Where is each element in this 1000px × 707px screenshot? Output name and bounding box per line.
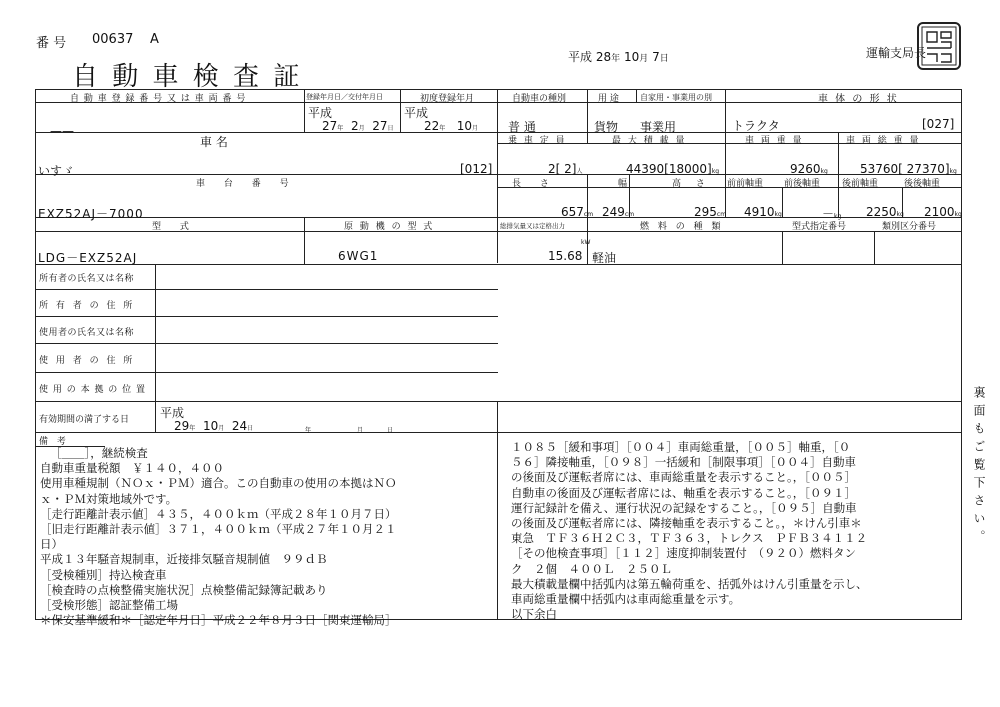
header-kind: 自動車の種別 — [512, 94, 567, 104]
first-reg-era: 平成 — [404, 106, 429, 120]
reg-no-value: —— — [50, 124, 74, 138]
expiry-date: 29年 10月 24日 — [174, 419, 254, 433]
remark-line: 以下余白 — [511, 607, 557, 622]
fuel-value: 軽油 — [592, 251, 617, 265]
remark-line: の後面及び運転者席には、車両総重量を表示すること。，［００５］ — [511, 470, 856, 485]
remark-line: 自動車の後面及び運転者席には、軸重を表示すること。，［０９１］ — [511, 485, 856, 500]
header-body-shape: 車 体 の 形 状 — [818, 94, 899, 105]
use-value: 貨物 — [594, 120, 619, 134]
remark-line: 使用車種規制（ＮＯｘ・ＰＭ）適合。この自動車の使用の本拠はＮＯ — [40, 476, 397, 491]
official-seal-icon — [917, 22, 961, 70]
number-label: 番 号 — [36, 36, 67, 51]
header-private-biz: 自家用・事業用の別 — [640, 93, 712, 102]
first-reg-date: 22年 10月 — [424, 119, 479, 133]
rr-axle-value: 2100kg — [924, 205, 962, 219]
displacement-unit: kW — [581, 239, 591, 246]
header-capacity: 乗 車 定 員 — [508, 136, 567, 146]
expiry-blank-y: 年 — [305, 427, 312, 434]
remark-line: 運行記録計を備え、運行状況の記録をすること。，［０９５］自動車 — [511, 500, 857, 515]
car-name-code: [012] — [460, 162, 493, 176]
remarks-right — [511, 440, 868, 622]
remark-line: 最大積載量欄中括弧内は第五輪荷重を、括弧外はけん引重量を示し、 — [511, 576, 868, 591]
body-shape-code: [027] — [922, 117, 955, 131]
remark-line: １０８５［緩和事項］［００４］車両総重量，［００５］軸重，［０ — [511, 440, 851, 454]
header-user-addr: 使 用 者 の 住 所 — [39, 356, 135, 366]
remark-line: ｘ・ＰＭ対策地域外です。 — [40, 491, 178, 506]
remark-line: 車両総重量欄中括弧内は車両総重量を示す。 — [511, 592, 741, 607]
vehicle-weight-value: 9260kg — [790, 162, 828, 176]
header-chassis-no: 車 台 番 号 — [196, 179, 297, 189]
remark-line: ＊保安基準緩和＊［認定年月日］平成２２年８月３日［関東運輸局］ — [40, 613, 397, 628]
fr-axle-value: －kg — [822, 207, 842, 221]
remark-line: ［受検形態］認証整備工場 — [40, 598, 178, 613]
remark-line: ［＿＿］，継続検査 — [50, 446, 148, 460]
header-fr-axle: 前後軸重 — [784, 179, 821, 189]
remark-line: ［走行距離計表示値］４３５，４００ｋｍ（平成２８年１０月７日） — [40, 506, 397, 521]
number-suffix: A — [150, 32, 159, 47]
header-remarks: 備 考 — [39, 437, 69, 447]
kind-value: 普 通 — [508, 120, 536, 134]
chassis-no-value: EXZ52AJ－7000 — [38, 207, 144, 221]
expiry-blank-m: 月 — [357, 427, 364, 434]
header-use: 用 途 — [598, 94, 619, 104]
document-title: 自 動 車 検 査 証 — [72, 62, 303, 92]
remark-line: 東急 ＴＦ３６Ｈ２Ｃ３，ＴＦ３６３，トレクス ＰＦＢ３４１１２ — [511, 531, 868, 546]
remark-line: 日） — [40, 537, 63, 552]
header-model: 型 式 — [152, 222, 197, 232]
gross-weight-value: 53760[ 27370]kg — [860, 162, 957, 176]
number-value: 00637 — [92, 32, 134, 47]
height-value: 295cm — [694, 205, 727, 219]
body-shape-value: トラクタ — [732, 119, 780, 133]
header-engine-model: 原 動 機 の 型 式 — [344, 222, 435, 232]
remark-line: ［受検種別］持込検査車 — [40, 567, 167, 582]
header-max-load: 最 大 積 載 量 — [612, 136, 687, 146]
issue-date: 平成 28年 10月 7日 — [568, 50, 669, 64]
rf-axle-value: 2250kg — [866, 205, 904, 219]
remark-line: の後面及び運転者席には、隣接軸重を表示すること。，＊けん引車＊ — [511, 516, 862, 531]
reg-date: 27年 2月 27日 — [322, 119, 394, 133]
side-note: 裏面もご覧下さい。 — [972, 386, 986, 548]
car-name-value: いすゞ — [38, 164, 75, 178]
header-car-name: 車 名 — [200, 135, 228, 149]
remark-line: ［旧走行距離計表示値］３７１，４００ｋｍ（平成２７年１０月２１ — [40, 522, 397, 537]
engine-model-value: 6WG1 — [338, 249, 379, 263]
displacement-value: 15.68 — [548, 249, 583, 263]
header-base-loc: 使 用 の 本 拠 の 位 置 — [39, 385, 147, 395]
expiry-era: 平成 — [160, 406, 185, 420]
header-owner-name: 所有者の氏名又は名称 — [39, 274, 135, 284]
remark-line: 自動車重量税額 ￥１４０，４００ — [40, 461, 224, 476]
header-user-name: 使用者の氏名又は名称 — [39, 328, 135, 338]
header-ff-axle: 前前軸重 — [727, 179, 764, 189]
ff-axle-value: 4910kg — [744, 205, 782, 219]
length-value: 657cm — [561, 205, 594, 219]
expiry-blank-d: 日 — [387, 427, 394, 434]
header-height: 高 さ — [672, 179, 711, 189]
remark-line: ５６］隣接軸重，［０９８］一括緩和［制限事項］［００４］自動車 — [511, 455, 856, 470]
header-reg-no: 自 動 車 登 録 番 号 又 は 車 両 番 号 — [70, 94, 247, 104]
private-biz-value: 事業用 — [640, 120, 677, 134]
remark-line: ［その他検査事項］［１１２］速度抑制装置付 （９２０）燃料タン — [511, 546, 856, 561]
header-vehicle-weight: 車 両 重 量 — [745, 136, 804, 146]
header-width: 幅 — [618, 179, 628, 189]
reg-era: 平成 — [308, 106, 333, 120]
max-load-value: 44390[18000]kg — [626, 162, 720, 176]
header-rr-axle: 後後軸重 — [904, 179, 941, 189]
remarks-left — [40, 446, 397, 628]
width-value: 249cm — [602, 205, 635, 219]
header-class-no: 類別区分番号 — [882, 222, 937, 232]
remark-line: 平成１３年騒音規制車，近接排気騒音規制値 ９９ｄＢ — [40, 552, 328, 567]
header-length: 長 さ — [512, 179, 557, 189]
header-expiry: 有効期間の満了する日 — [39, 415, 130, 425]
header-owner-addr: 所 有 者 の 住 所 — [39, 301, 135, 311]
authority-label: 運輸支局長 — [866, 46, 927, 60]
header-type-no: 型式指定番号 — [792, 222, 847, 232]
header-displacement: 総排気量又は定格出力 — [500, 222, 565, 230]
header-first-reg: 初度登録年月 — [420, 94, 475, 104]
model-value: LDG－EXZ52AJ — [38, 251, 138, 265]
header-reg-date: 登録年月日／交付年月日 — [306, 93, 383, 101]
header-fuel: 燃 料 の 種 類 — [640, 222, 724, 232]
capacity-value: 2[ 2]人 — [548, 162, 583, 176]
remark-line: ［検査時の点検整備実施状況］点検整備記録簿記載あり — [40, 582, 328, 597]
remark-line: ク ２個 ４００Ｌ ２５０Ｌ — [511, 561, 672, 576]
header-rf-axle: 後前軸重 — [842, 179, 879, 189]
header-gross-weight: 車 両 総 重 量 — [846, 136, 921, 146]
